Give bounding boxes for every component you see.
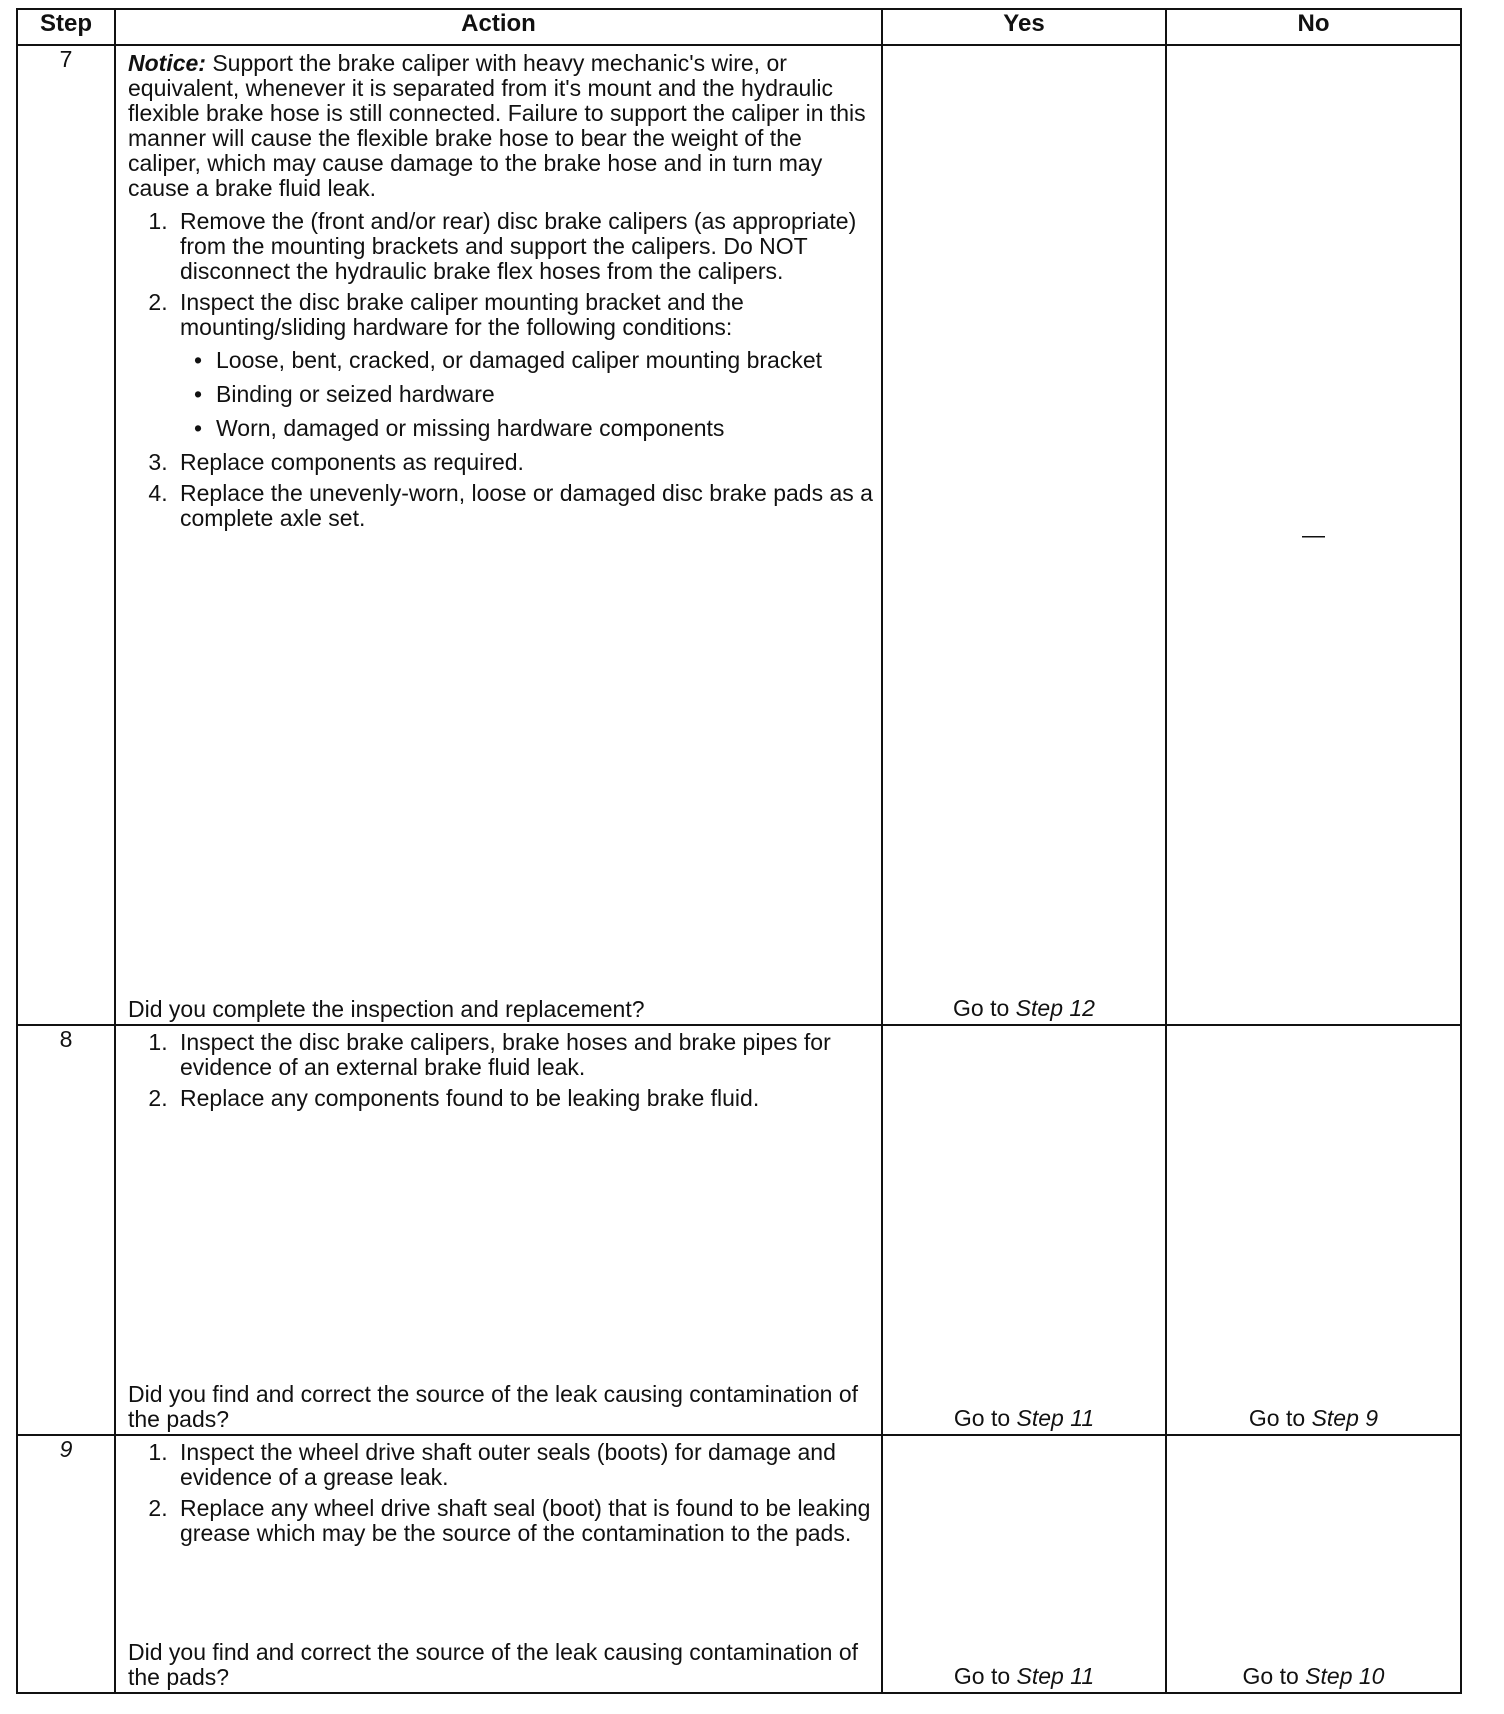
yes-goto: [883, 1405, 1165, 1432]
step-number: 7: [17, 45, 115, 1025]
notice-label: Notice:: [128, 50, 206, 76]
diagnostic-table: [16, 8, 1462, 1694]
list-item: 1. Remove the (front and/or rear) disc brake calipers (as appropriate) from the mounting brackets and support the calipers. Do NOT disconnect the hydraulic brake flex hoses from the calipers.: [174, 209, 881, 284]
question-text: Did you find and correct the source of the leak causing contamination of the pads?: [128, 1639, 859, 1690]
no-goto: [1167, 1663, 1460, 1690]
list-item-text: Inspect the disc brake caliper mounting bracket and the mounting/sliding hardware for the following conditions:: [180, 289, 744, 340]
action-cell: [115, 45, 882, 1025]
yes-cell: [882, 1025, 1166, 1435]
notice: [116, 46, 881, 201]
step-reference: Step 10: [1305, 1663, 1385, 1689]
step-reference: Step 11: [1016, 1663, 1095, 1689]
no-answer-dash: —: [1302, 521, 1325, 548]
table-row-step-7: [17, 45, 1461, 1025]
header-row: [17, 9, 1461, 45]
step-number: 9: [59, 1436, 73, 1462]
condition-list: [180, 348, 881, 441]
diagnostic-table-page: [16, 8, 1460, 1694]
action-cell: [115, 1435, 882, 1693]
step-number: 8: [17, 1025, 115, 1435]
yes-goto: [883, 1663, 1165, 1690]
no-goto: [1167, 1405, 1460, 1432]
yes-cell: [882, 1435, 1166, 1693]
header-action: Action: [115, 9, 882, 45]
no-cell: [1166, 45, 1461, 1025]
notice-text: Support the brake caliper with heavy mechanic's wire, or equivalent, whenever it is separated from it's mount and the hydraulic flexible brake hose is still connected. Failure to support the caliper in this manner will cause the flexible brake hose to bear the weight of the caliper, which may cause damage to the brake hose and in turn may cause a brake fluid leak.: [128, 50, 866, 201]
goto-prefix: Go to: [953, 1405, 1011, 1431]
list-item: 4. Replace the unevenly-worn, loose or damaged disc brake pads as a complete axle set.: [174, 481, 881, 531]
header-yes: Yes: [882, 9, 1166, 45]
action-cell: [115, 1025, 882, 1435]
bullet-item: • Loose, bent, cracked, or damaged caliper mounting bracket: [216, 348, 881, 373]
list-item: 3. Replace components as required.: [174, 450, 881, 475]
table-row-step-8: [17, 1025, 1461, 1435]
list-item: 1. Inspect the wheel drive shaft outer seals (boots) for damage and evidence of a grease leak.: [174, 1440, 881, 1490]
bullet-item: • Binding or seized hardware: [216, 382, 881, 407]
step-reference: Step 11: [1016, 1405, 1095, 1431]
header-step: Step: [17, 9, 115, 45]
list-item: 1. Inspect the disc brake calipers, brake hoses and brake pipes for evidence of an external brake fluid leak.: [174, 1030, 881, 1080]
no-cell: [1166, 1025, 1461, 1435]
goto-prefix: Go to: [1248, 1405, 1306, 1431]
goto-prefix: Go to: [953, 995, 1010, 1021]
table-row-step-9: [17, 1435, 1461, 1693]
header-no: No: [1166, 9, 1461, 45]
action-list: [116, 1440, 881, 1546]
step-reference: Step 9: [1311, 1405, 1379, 1431]
yes-cell: [882, 45, 1166, 1025]
yes-goto: [883, 995, 1165, 1022]
step-number-cell: [17, 1435, 115, 1693]
goto-prefix: Go to: [1242, 1663, 1299, 1689]
question-text: Did you complete the inspection and replacement?: [128, 996, 645, 1022]
list-item: 2. Replace any wheel drive shaft seal (boot) that is found to be leaking grease which may be the source of the contamination to the pads.: [174, 1496, 881, 1546]
action-list: [116, 209, 881, 531]
bullet-item: • Worn, damaged or missing hardware components: [216, 416, 881, 441]
question-text: Did you find and correct the source of the leak causing contamination of the pads?: [128, 1381, 859, 1432]
step-reference: Step 12: [1015, 995, 1095, 1021]
no-cell: [1166, 1435, 1461, 1693]
list-item: [174, 290, 881, 441]
goto-prefix: Go to: [953, 1663, 1011, 1689]
list-item: 2. Replace any components found to be leaking brake fluid.: [174, 1086, 881, 1111]
action-list: [116, 1030, 881, 1111]
